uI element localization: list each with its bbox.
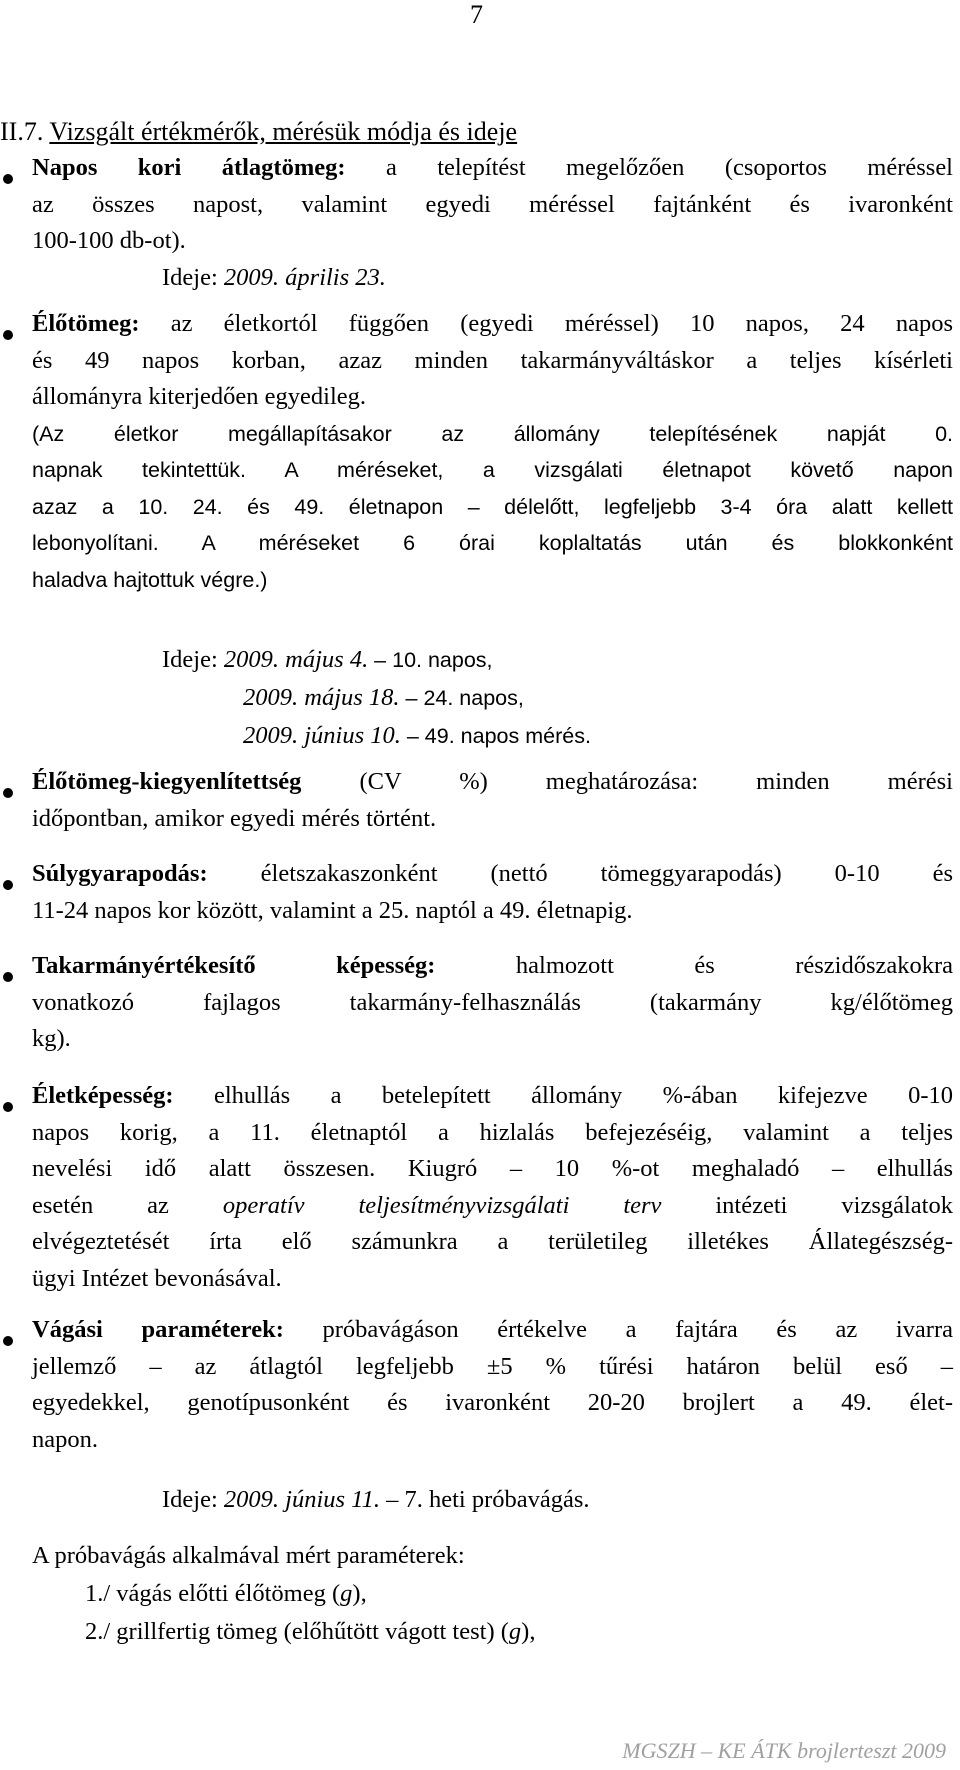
footer: MGSZH – KE ÁTK brojlerteszt 2009 — [622, 1738, 946, 1763]
item-label: Vágási paraméterek: — [32, 1316, 284, 1343]
item-label: Súlygyarapodás: — [32, 860, 208, 887]
section-number: II.7. — [0, 117, 44, 146]
date-line: 2009. június 10. – 49. napos mérés. — [243, 722, 591, 749]
item-eletkepesseg: Életképesség: elhullás a betelepített állomány %-ában kifejezve 0-10 napos korig, a 11. életnaptól a hizlalás befejezéséig, valamint a teljes nevelési idő alatt összesen. Kiugró – 10 %-ot meghaladó – elhullás esetén az operatív teljesítményvizsgálati terv intézeti vizsgálatok elvégeztetését írta elő számunkra a területileg illetékes Állategészség- ügyi Intézet bevonásával. — [32, 1082, 953, 1292]
item-takarmany: Takarmányértékesítő képesség: halmozott és részidőszakokra vonatkozó fajlagos takarmány-felhasználás (takarmány kg/élőtömeg kg). — [32, 952, 954, 1052]
section-title: Vizsgált értékmérők, mérésük módja és ideje — [49, 117, 518, 146]
item-label: Élőtömeg-kiegyenlítettség — [32, 768, 302, 795]
item-label: Napos kori átlagtömeg: — [32, 154, 346, 181]
date-line: Ideje: 2009. április 23. — [162, 264, 386, 291]
date-line: 2009. május 18. – 24. napos, — [243, 684, 524, 711]
measured-item: 1./ vágás előtti élőtömeg (g), — [85, 1580, 367, 1607]
item-sulygyarapodas: Súlygyarapodás: életszakaszonként (nettó tömeggyarapodás) 0-10 és 11-24 napos kor között, valamint a 25. naptól a 49. életnapig. — [32, 860, 953, 924]
item-napos — [32, 150, 953, 260]
date-line: Ideje: 2009. május 4. – 10. napos, — [162, 646, 493, 673]
date-line: Ideje: 2009. június 11. – 7. heti próbavágás. — [162, 1486, 590, 1513]
item-kiegyenlitettseg: Élőtömeg-kiegyenlítettség (CV %) meghatározása: minden mérési időpontban, amikor egyedi mérés történt. — [32, 768, 953, 832]
section-heading — [0, 116, 517, 148]
page-number: 7 — [470, 0, 483, 29]
item-label: Élőtömeg: — [32, 310, 140, 337]
item-label: Életképesség: — [32, 1082, 174, 1109]
item-text: 100-100 db-ot). — [32, 227, 186, 254]
measured-item: 2./ grillfertig tömeg (előhűtött vágott test) (g), — [85, 1618, 536, 1645]
item-elotomeg: Élőtömeg: az életkortól függően (egyedi méréssel) 10 napos, 24 napos és 49 napos korban, azaz minden takarmányváltáskor a teljes kísérleti állományra kiterjedően egyedileg. (Az életkor megállapításakor az állomány telepítésének napját 0. napnak tekintettük. A méréseket, a vizsgálati életnapot követő napon azaz a 10. 24. és 49. életnapon – délelőtt, legfeljebb 3-4 óra alatt kellett lebonyolítani. A méréseket 6 órai koplaltatás után és blokkonként haladva hajtottuk végre.) — [32, 310, 953, 592]
item-text: a telepítést megelőzően (csoportos méréssel — [385, 154, 953, 181]
item-vagasi: Vágási paraméterek: próbavágáson értékelve a fajtára és az ivarra jellemző – az átlagtól legfeljebb ±5 % tűrési határon belül eső – egyedekkel, genotípusonként és ivaronként 20-20 brojlert a 49. élet- napon. — [32, 1316, 953, 1453]
measured-intro: A próbavágás alkalmával mért paraméterek: — [32, 1542, 465, 1569]
item-text: az összes napost, valamint egyedi méréssel fajtánként és ivaronként — [32, 190, 953, 218]
item-label: Takarmányértékesítő képesség: — [32, 952, 436, 979]
